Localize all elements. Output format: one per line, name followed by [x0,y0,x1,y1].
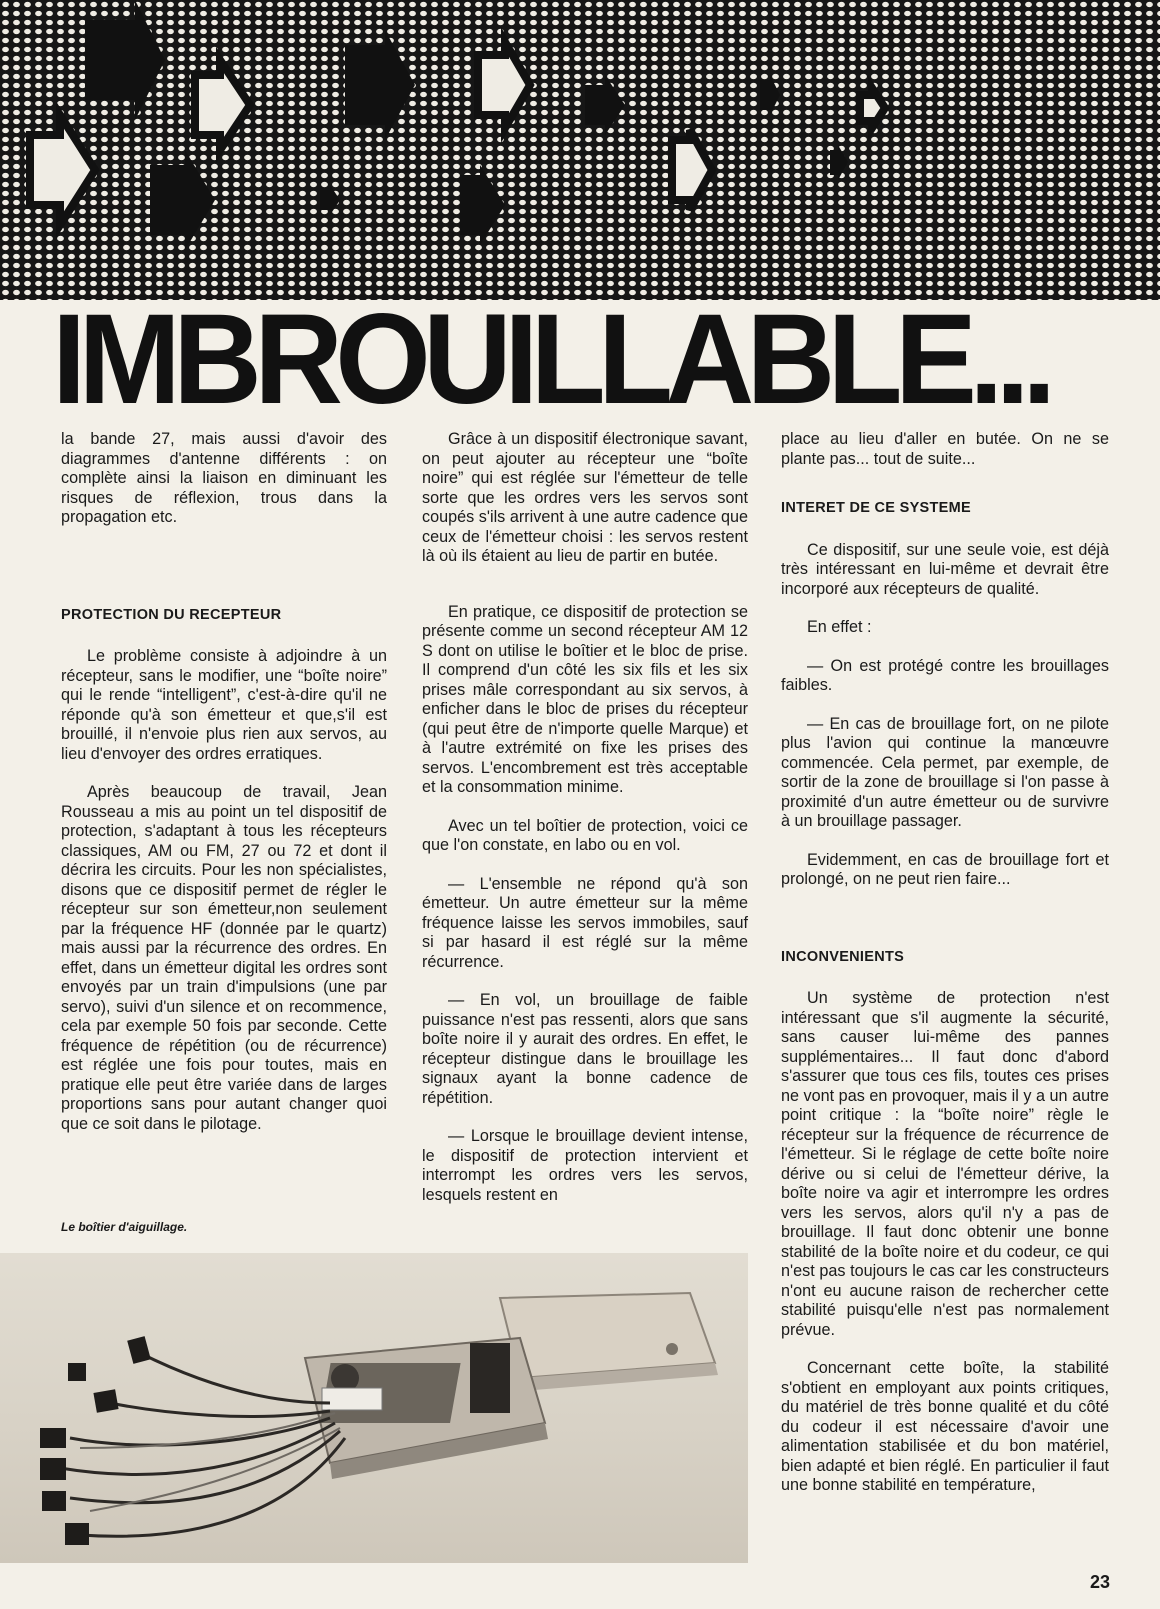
paragraph: — En cas de brouillage fort, on ne pilote plus l'avion qui continue la manœuvre commencée. Cela permet, par exemple, de sortir de la zone de brouillage si l'on passe à proximité d'un autre émetteur ou de survivre à un brouillage passager. [781,714,1109,830]
protection-box-illustration [0,1253,748,1563]
paragraph: — On est protégé contre les brouillages faibles. [781,656,1109,694]
paragraph: Après beaucoup de travail, Jean Rousseau a mis au point un tel dispositif de protection, s'adaptant à tous les récepteurs classiques, AM ou FM, 27 ou 72 et dont il décrira les circuits. Pour les non spécialistes, disons que ce dispositif permet de régler le récepteur sur son émetteur,non seulement par la fréquence HF (donnée par le quartz) mais aussi par la récurrence des ordres. En effet, dans un émetteur digital les ordres sont envoyés par un train d'impulsions (une par servo), suivi d'un silence et on recommence, cela par exemple 50 fois par seconde. Cette fréquence de répétition (ou de récurrence) est réglée une fois pour toutes, mais en pratique elle peut être variée dans de larges proportions sans pour autant changer quoi que ce soit dans le pilotage. [61,783,387,1133]
photo-caption: Le boîtier d'aiguillage. [61,1220,188,1234]
decorative-banner [0,0,1160,300]
device-photo [0,1253,748,1563]
text-column-1 [61,430,387,1153]
paragraph: En effet : [807,618,872,636]
section-heading: INCONVENIENTS [781,948,905,965]
arrow-pattern-illustration [0,0,1160,300]
section-heading: INTERET DE CE SYSTEME [781,500,971,516]
paragraph: — En vol, un brouillage de faible puissance n'est pas ressenti, alors que sans boîte noire il y aurait des ordres. En effet, le récepteur distingue dans le brouillage les signaux ayant la bonne cadence de répétition. [422,991,748,1107]
paragraph: Ce dispositif, sur une seule voie, est déjà très intéressant en lui-même et devrait être incorporé aux récepteurs de qualité. [781,540,1109,598]
paragraph: Un système de protection n'est intéressant que s'il augmente la sécurité, sans causer lui-même des pannes supplémentaires... Il faut donc d'abord s'assurer que tous ces fils, toutes ces prises ne vont pas en provoquer, mais il y a un autre point critique : la “boîte noire” règle le récepteur sur la fréquence de récurrence de l'émetteur. Si le réglage de cette boîte noire dérive ou si celui de l'émetteur dérive, la boîte noire va agir et interrompre les ordres vers les servos, alors qu'il n'y a pas de brouillage. Il faut donc obtenir une bonne stabilité de la boîte noire et du codeur, ce qui n'est pas toujours le cas car les constructeurs n'ont eu aucune raison de rechercher cette stabilité puisqu'elle n'est pas normalement prévue. [781,989,1109,1339]
paragraph: Evidemment, en cas de brouillage fort et prolongé, on ne peut rien faire... [781,850,1109,888]
paragraph: — Lorsque le brouillage devient intense, le dispositif de protection intervient et interrompt les ordres vers les servos, lesquels restent en [422,1127,748,1204]
section-heading: PROTECTION DU RECEPTEUR [61,606,282,623]
paragraph: Avec un tel boîtier de protection, voici ce que l'on constate, en labo ou en vol. [422,816,748,854]
text-column-3 [781,430,1109,1515]
text-column-2 [422,430,748,1224]
paragraph: la bande 27, mais aussi d'avoir des diagrammes d'antenne différents : on complète ainsi la liaison en diminuant les risques de réflexion, trous dans la propagation etc. [61,430,387,526]
paragraph: Concernant cette boîte, la stabilité s'obtient en employant aux points critiques, du matériel de très bonne qualité et du côté du codeur il est nécessaire d'avoir une alimentation stabilisée et du bon matériel, bien adapté et bien réglé. En particulier il faut une bonne stabilité en température, [781,1359,1109,1494]
page-number: 23 [1090,1572,1111,1592]
paragraph: Le problème consiste à adjoindre à un récepteur, sans le modifier, une “boîte noire” qui le rende “intelligent”, c'est-à-dire qu'il ne réponde qu'à son émetteur et que,s'il est brouillé, il n'envoie plus rien aux servos, au lieu d'envoyer des ordres erratiques. [61,647,387,763]
paragraph: place au lieu d'aller en butée. On ne se plante pas... tout de suite... [781,430,1109,468]
paragraph: Grâce à un dispositif électronique savant, on peut ajouter au récepteur une “boîte noire” qui est réglée sur l'émetteur de telle sorte que les ordres vers les servos sont coupés s'ils arrivent à une autre cadence que ceux de l'émetteur choisi : les servos restent là où ils étaient au lieu de partir en butée. [422,430,748,565]
paragraph: — L'ensemble ne répond qu'à son émetteur. Un autre émetteur sur la même fréquence laisse les servos immobiles, sauf si par hasard il est réglé sur la même récurrence. [422,874,748,971]
paragraph: En pratique, ce dispositif de protection se présente comme un second récepteur AM 12 S dont on utilise le boîtier et le bloc de prise. Il comprend d'un côté les six fils et les six prises mâle correspondant au six servos, à enficher dans le bloc de prises du récepteur (qui peut être de n'importe quelle Marque) et à l'autre extrémité on fixe les prises des servos. L'encombrement est très acceptable et la consommation minime. [422,602,748,796]
article-title: IMBROUILLABLE... [52,288,1049,431]
